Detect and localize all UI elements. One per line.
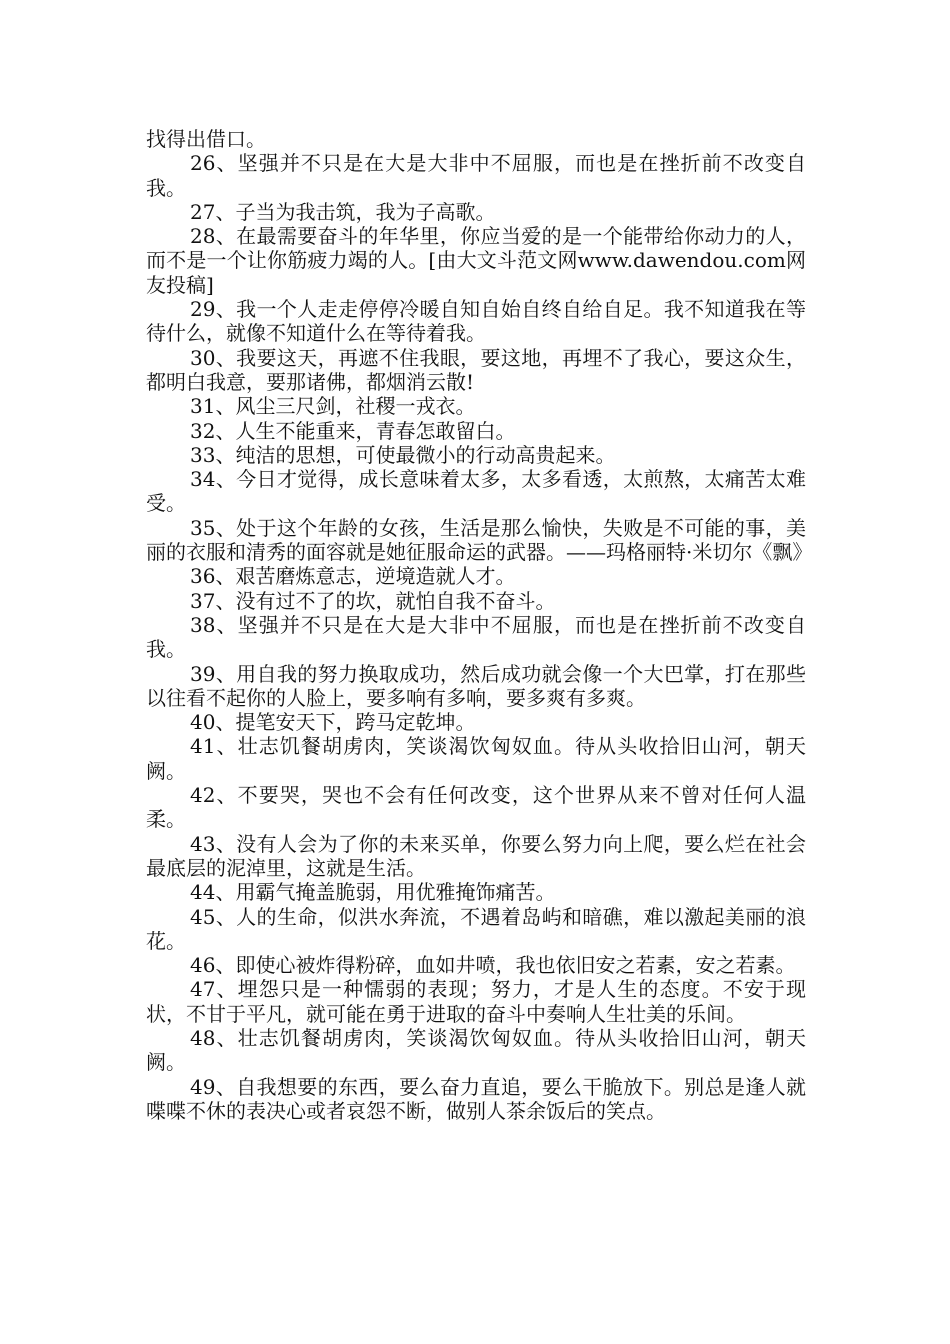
paragraph: 40、提笔安天下，跨马定乾坤。 [190,710,476,735]
paragraph: 36、艰苦磨炼意志，逆境造就人才。 [190,564,516,589]
paragraph: 26、坚强并不只是在大是大非中不屈服，而也是在挫折前不改变自我。 [146,151,806,200]
paragraph: 37、没有过不了的坎，就怕自我不奋斗。 [190,588,556,613]
paragraph: 44、用霸气掩盖脆弱，用优雅掩饰痛苦。 [190,880,556,905]
paragraph: 32、人生不能重来，青春怎敢留白。 [190,418,516,443]
paragraph: 38、坚强并不只是在大是大非中不屈服，而也是在挫折前不改变自我。 [146,612,806,662]
paragraph: 39、用自我的努力换取成功，然后成功就会像一个大巴掌，打在那些以往看不起你的人脸上，要多响有多响，要多爽有多爽。 [146,661,806,710]
paragraph: 找得出借口。 [146,127,266,151]
paragraph: 28、在最需要奋斗的年华里，你应当爱的是一个能带给你动力的人，而不是一个让你筋疲力竭的人。[由大文斗范文网www.dawendou.com网友投稿] [146,224,806,297]
paragraph: 49、自我想要的东西，要么奋力直追，要么干脆放下。别总是逢人就喋喋不休的表决心或者哀怨不断，做别人茶余饭后的笑点。 [146,1074,806,1123]
paragraph: 46、即使心被炸得粉碎，血如井喷，我也依旧安之若素，安之若素。 [190,953,796,978]
paragraph: 33、纯洁的思想，可使最微小的行动高贵起来。 [190,442,616,467]
paragraph: 35、处于这个年龄的女孩，生活是那么愉快，失败是不可能的事，美丽的衣服和清秀的面容就是她征服命运的武器。——玛格丽特·米切尔《飘》 [146,515,813,565]
paragraph: 27、子当为我击筑，我为子高歌。 [190,199,496,224]
paragraph: 41、壮志饥餐胡虏肉，笑谈渴饮匈奴血。待从头收拾旧山河，朝天阙。 [146,734,806,783]
paragraph: 43、没有人会为了你的未来买单，你要么努力向上爬，要么烂在社会最底层的泥淖里，这就是生活。 [146,831,806,880]
document-body [146,127,813,1123]
paragraph: 45、人的生命，似洪水奔流，不遇着岛屿和暗礁，难以激起美丽的浪花。 [146,904,806,953]
paragraph: 29、我一个人走走停停冷暖自知自始自终自给自足。我不知道我在等待什么，就像不知道什么在等待着我。 [146,297,806,346]
paragraph: 31、风尘三尺剑，社稷一戎衣。 [190,394,476,419]
paragraph: 47、埋怨只是一种懦弱的表现；努力，才是人生的态度。不安于现状，不甘于平凡，就可能在勇于进取的奋斗中奏响人生壮美的乐间。 [146,977,806,1026]
paragraph: 48、壮志饥餐胡虏肉，笑谈渴饮匈奴血。待从头收拾旧山河，朝天阙。 [146,1025,806,1075]
paragraph: 42、不要哭，哭也不会有任何改变，这个世界从来不曾对任何人温柔。 [146,783,806,832]
paragraph: 34、今日才觉得，成长意味着太多，太多看透，太煎熬，太痛苦太难受。 [146,467,806,516]
paragraph: 30、我要这天，再遮不住我眼，要这地，再埋不了我心，要这众生，都明白我意，要那诸佛，都烟消云散! [146,345,806,394]
